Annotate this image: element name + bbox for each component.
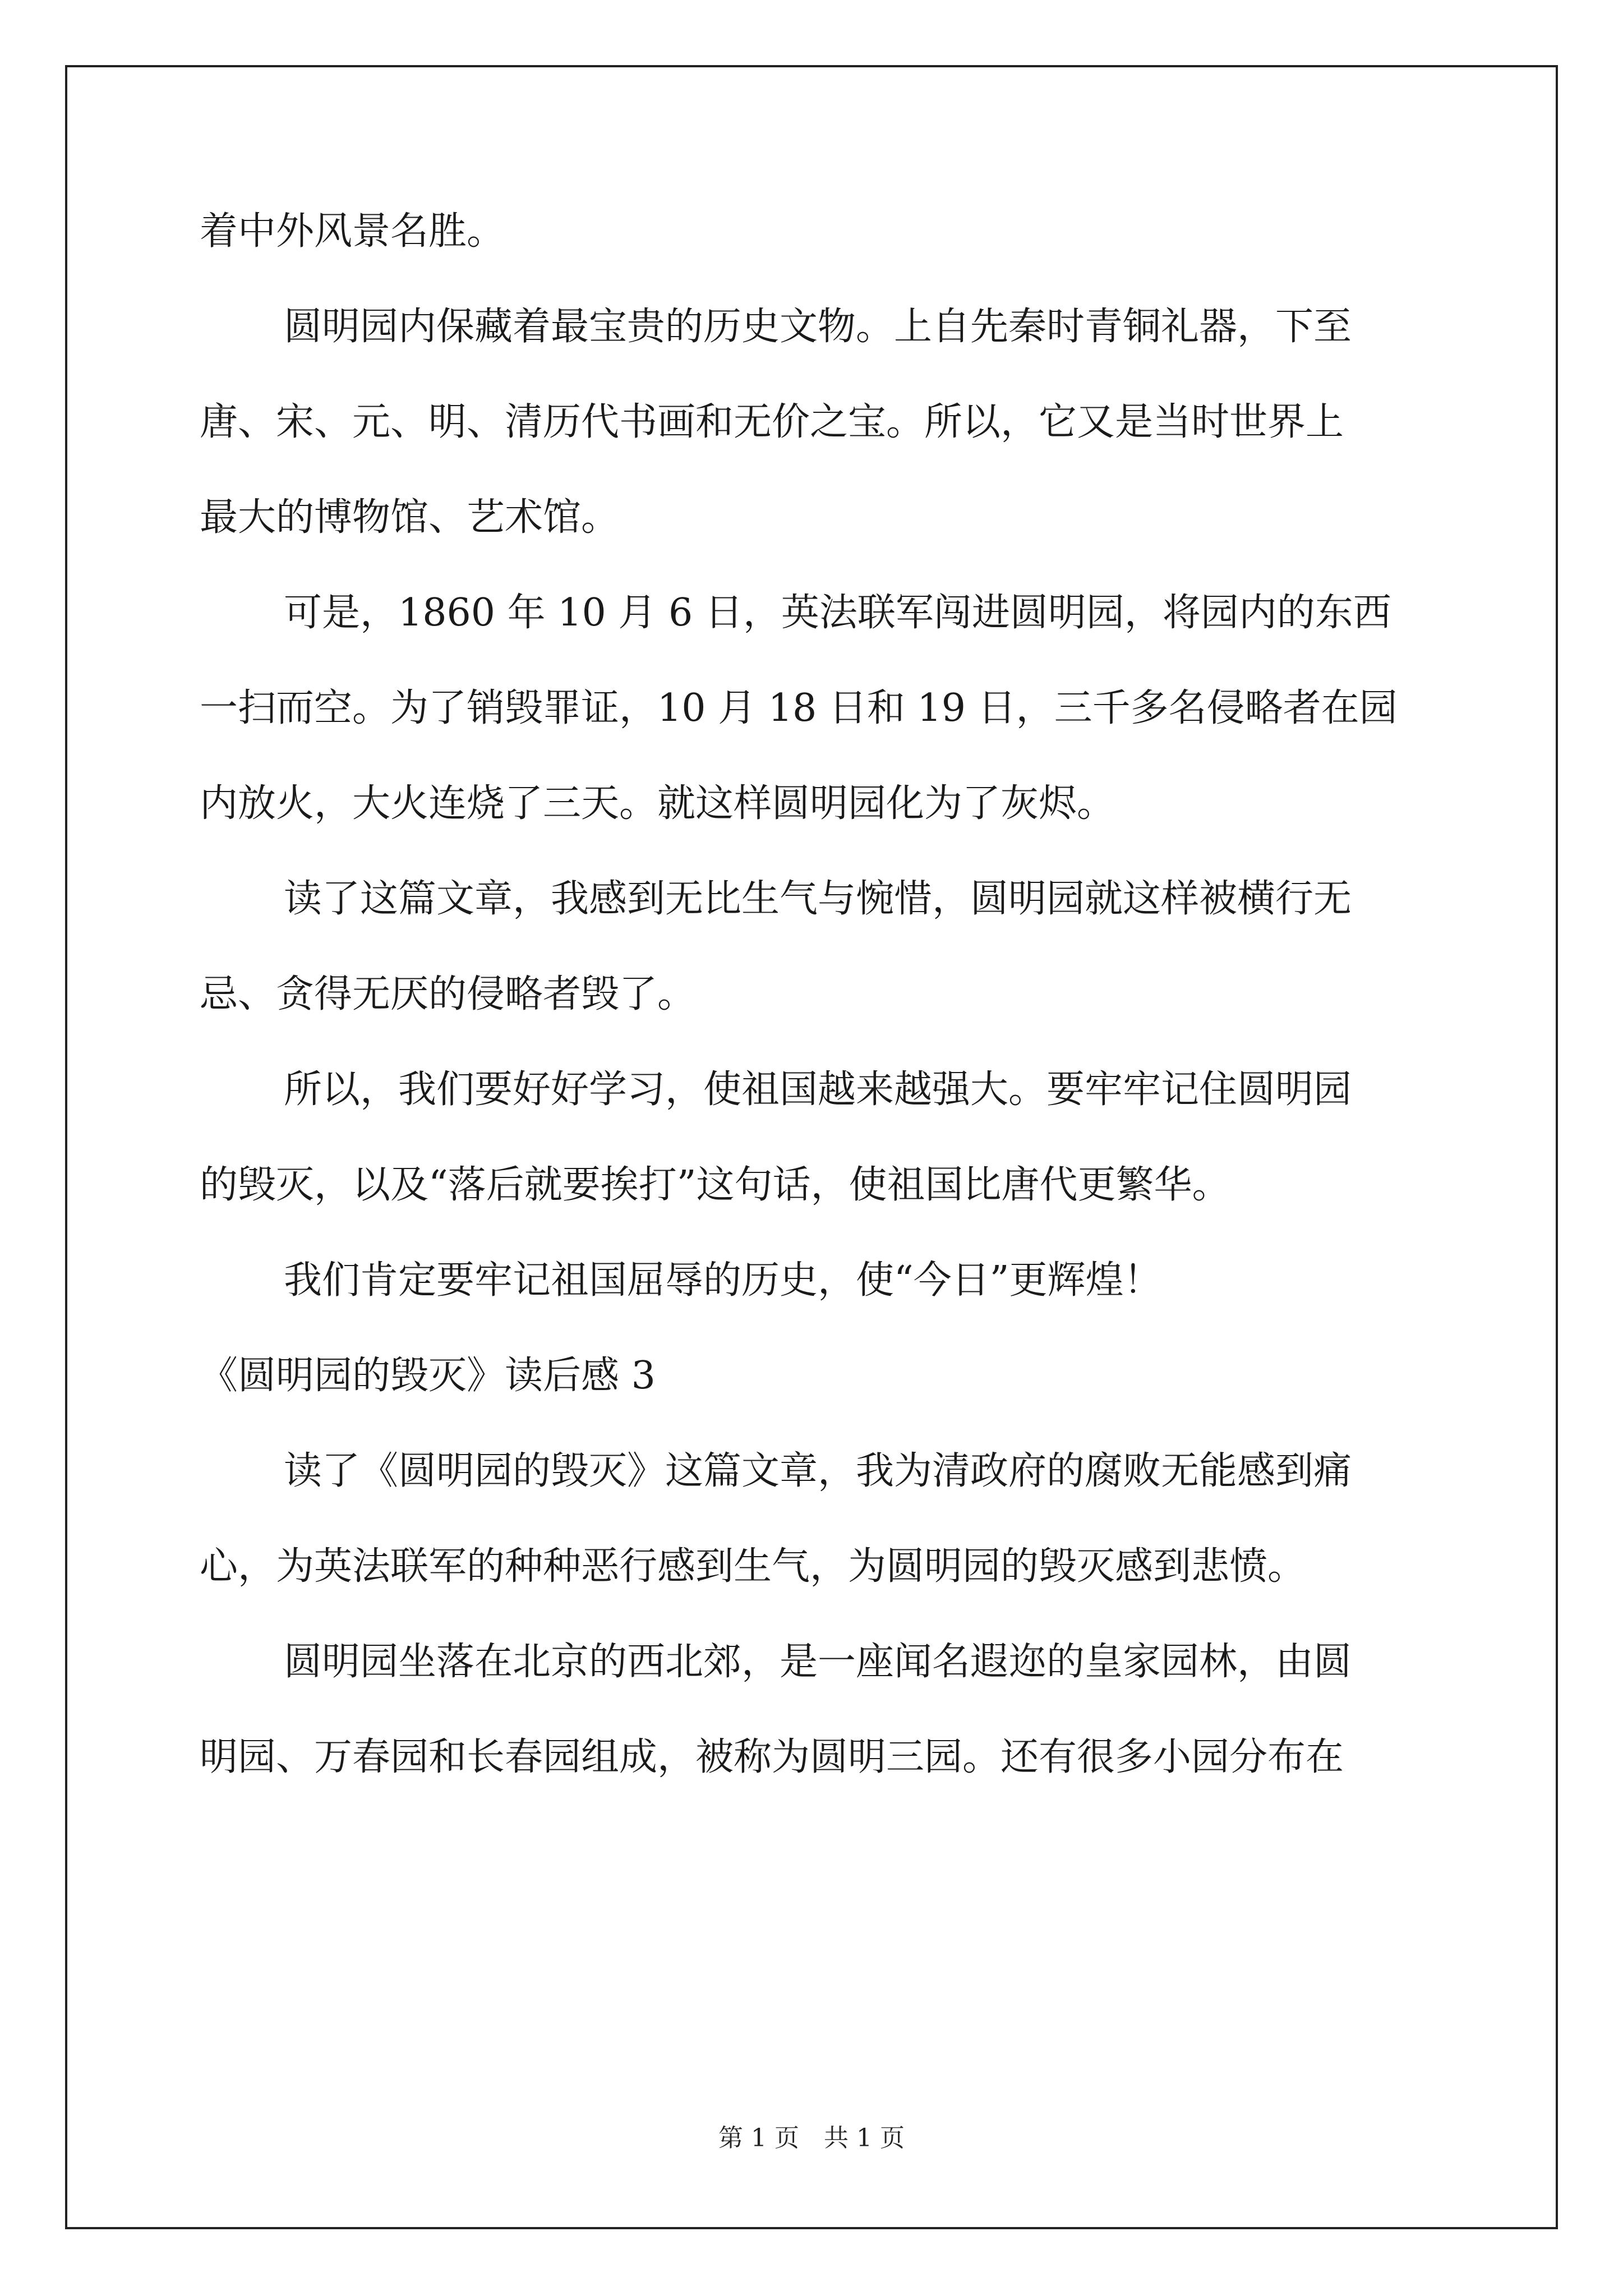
paragraph-line: 我们肯定要牢记祖国屈辱的历史，使“今日”更辉煌！ [284, 1258, 1162, 1303]
text-line: 明园、万春园和长春园组成，被称为圆明三园。还有很多小园分布在 [200, 1735, 1344, 1779]
paragraph-line: 圆明园坐落在北京的西北郊，是一座闻名遐迩的皇家园林，由圆 [284, 1640, 1352, 1684]
paragraph-line: 读了这篇文章，我感到无比生气与惋惜，圆明园就这样被横行无 [284, 877, 1352, 921]
section-heading: 《圆明园的毁灭》读后感 3 [200, 1354, 656, 1398]
text-line: 心，为英法联军的种种恶行感到生气，为圆明园的毁灭感到悲愤。 [200, 1544, 1306, 1589]
paragraph-line: 圆明园内保藏着最宝贵的历史文物。上自先秦时青铜礼器，下至 [284, 305, 1352, 349]
text-line: 内放火，大火连烧了三天。就这样圆明园化为了灰烬。 [200, 781, 1115, 826]
paragraph-line: 读了《圆明园的毁灭》这篇文章，我为清政府的腐败无能感到痛 [284, 1449, 1352, 1493]
page-number: 第 1 页 共 1 页 [718, 2124, 905, 2152]
text-line: 着中外风景名胜。 [200, 209, 505, 254]
text-line: 一扫而空。为了销毁罪证，10 月 18 日和 19 日，三千多名侵略者在园 [200, 686, 1398, 730]
text-line: 忌、贪得无厌的侵略者毁了。 [200, 972, 696, 1016]
paragraph-line: 所以，我们要好好学习，使祖国越来越强大。要牢牢记住圆明园 [284, 1068, 1352, 1112]
page-frame [65, 65, 1558, 2229]
paragraph-line: 可是，1860 年 10 月 6 日，英法联军闯进圆明园，将园内的东西 [284, 591, 1391, 635]
text-line: 唐、宋、元、明、清历代书画和无价之宝。所以，它又是当时世界上 [200, 400, 1344, 444]
text-line: 最大的博物馆、艺术馆。 [200, 495, 620, 540]
text-line: 的毁灭，以及“落后就要挨打”这句话，使祖国比唐代更繁华。 [200, 1163, 1230, 1207]
